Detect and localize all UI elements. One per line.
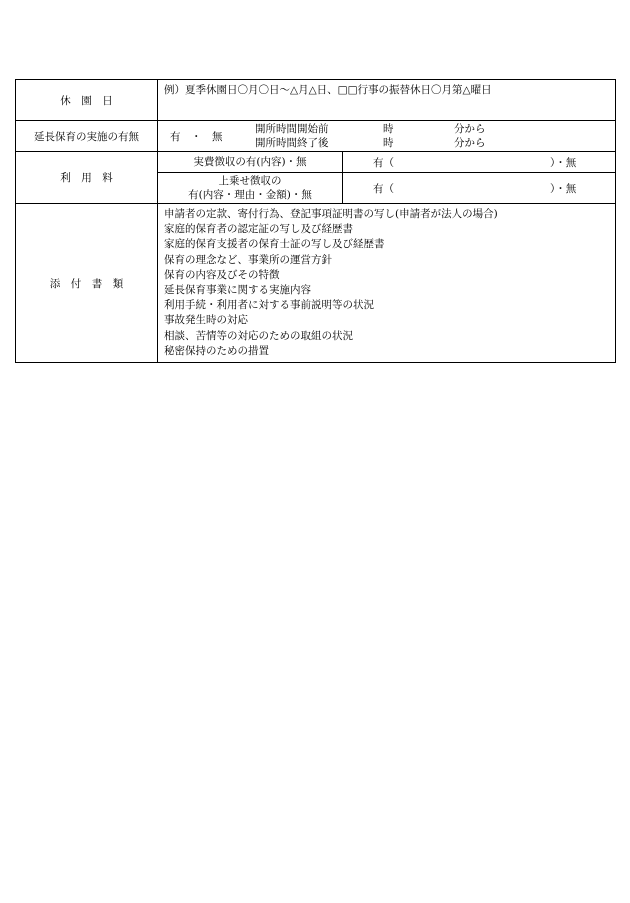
fee-extra-value[interactable] [343, 173, 616, 204]
end-time-label: 開所時間終了後 [255, 137, 329, 149]
facility-form-table [15, 79, 616, 363]
fee-extra-open: 有（ [373, 183, 394, 195]
attachment-item: 家庭的保育者の認定証の写し及び経歴書 [164, 223, 353, 236]
fee-actual-label: 実費徴収の有(内容)・無 [158, 152, 343, 173]
fee-actual-open: 有（ [373, 157, 394, 169]
start-hour-unit[interactable]: 時 [383, 123, 394, 135]
end-hour-unit[interactable]: 時 [383, 137, 394, 149]
fee-row-actual [16, 152, 616, 173]
fee-extra-close: ）・無 [550, 183, 577, 195]
holiday-row [16, 80, 616, 121]
attachment-item: 保育の理念など、事業所の運営方針 [164, 253, 332, 266]
fee-extra-label-1: 上乗せ徴収の [218, 175, 282, 187]
attachment-item: 家庭的保育支援者の保育士証の写し及び経歴書 [164, 238, 385, 251]
fee-label: 利 用 料 [16, 152, 158, 204]
extended-care-row [16, 121, 616, 152]
fee-extra-label-cell [158, 173, 343, 204]
attachment-item: 申請者の定款、寄付行為、登記事項証明書の写し(申請者が法人の場合) [164, 208, 498, 220]
fee-extra-label-2: 有(内容・理由・金額)・無 [188, 189, 312, 201]
attachments-list [158, 204, 616, 363]
holiday-value[interactable]: 例）夏季休園日〇月〇日～△月△日、□□行事の振替休日〇月第△曜日 [158, 80, 616, 121]
start-time-label: 開所時間開始前 [255, 123, 329, 135]
attachment-item: 事故発生時の対応 [164, 314, 248, 327]
attachments-label: 添 付 書 類 [16, 204, 158, 363]
start-minute-unit[interactable]: 分から [454, 123, 486, 135]
fee-actual-close: ）・無 [550, 157, 577, 169]
extended-care-label: 延長保育の実施の有無 [16, 121, 158, 152]
attachment-item: 秘密保持のための措置 [164, 344, 269, 357]
extended-care-yes-no[interactable]: 有 ・ 無 [170, 131, 223, 143]
attachment-item: 相談、苦情等の対応のための取組の状況 [164, 329, 353, 342]
extended-care-cell [158, 121, 616, 152]
attachment-item: 利用手続・利用者に対する事前説明等の状況 [164, 299, 374, 312]
attachment-item: 保育の内容及びその特徴 [164, 268, 280, 281]
attachments-row [16, 204, 616, 363]
end-minute-unit[interactable]: 分から [454, 137, 486, 149]
fee-actual-value[interactable] [343, 152, 616, 173]
holiday-label: 休 園 日 [16, 80, 158, 121]
attachment-item: 延長保育事業に関する実施内容 [164, 284, 311, 297]
